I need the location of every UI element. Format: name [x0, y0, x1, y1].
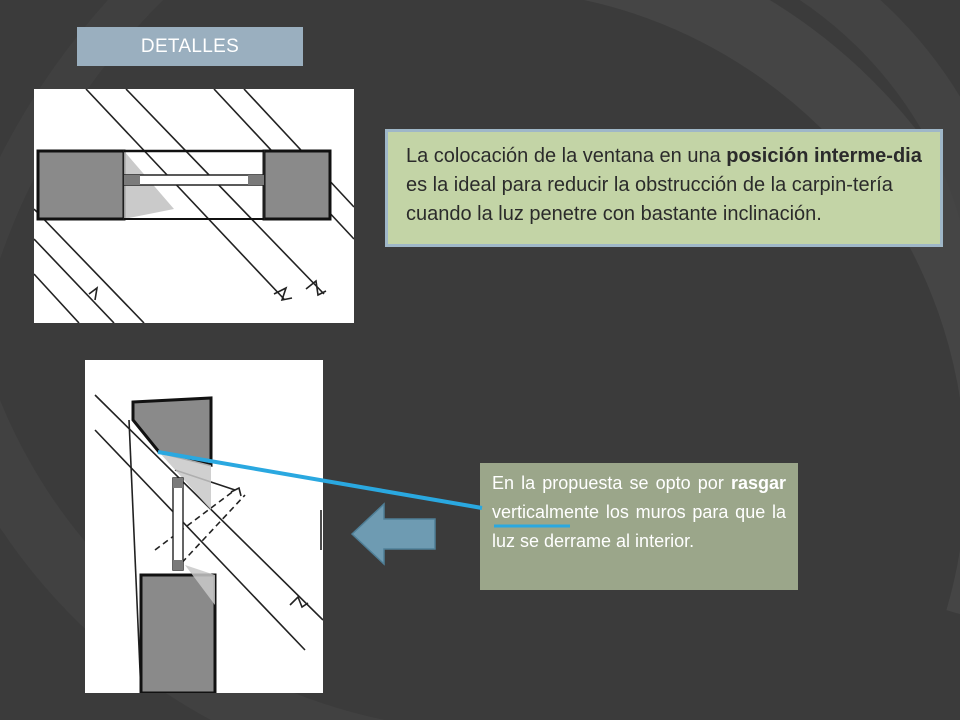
quote-text-2: es la ideal para reducir la obstrucción de la carpin-tería cuando la luz penetre con bastante inclinación. — [406, 174, 893, 225]
slide-title: DETALLES — [77, 27, 303, 66]
proposal-note-box — [480, 463, 798, 590]
window-section-sketch — [34, 89, 354, 323]
note-bold-text: rasgar — [730, 473, 786, 493]
quote-bold-text: posición interme-dia — [726, 145, 922, 167]
explanation-quote-box — [385, 129, 943, 247]
note-text-2: verticalmente los muros para que la luz se derrame al interior. — [492, 502, 786, 551]
quote-text-1: La colocación de la ventana en una — [406, 145, 727, 167]
wall-section-sketch — [85, 360, 323, 693]
note-text-1: En la propuesta se opto por — [492, 473, 731, 493]
